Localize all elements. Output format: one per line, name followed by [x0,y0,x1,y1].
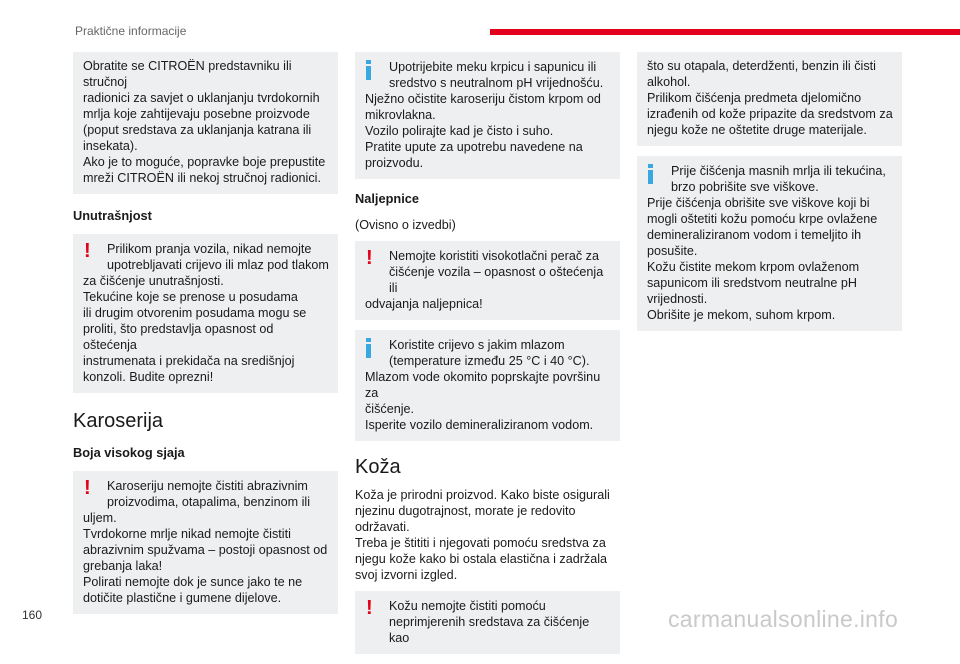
text-line: njegu kože ne oštetite druge materijale. [647,123,867,137]
text-line: Vozilo polirajte kad je čisto i suho. [365,124,554,138]
info-box-cloth [355,52,620,179]
text-line: Obrišite je mekom, suhom krpom. [647,308,836,322]
text-line: Koža je prirodni proizvod. Kako biste osigurali [355,488,610,502]
text-line: njegu kože kako bi ostala elastična i zadržala [355,552,608,566]
text-line: čišćenje. [365,402,414,416]
warning-exclamation-icon: ! [366,597,373,619]
warning-box-leather-continued [637,52,902,146]
text-line: Koristite crijevo s jakim mlazom [389,338,565,352]
text-line: Treba je štititi i njegovati pomoću sredstva za [355,536,606,550]
info-box-grease [637,156,902,331]
text-line: mreži CITROËN ili nekoj stručnoj radionici. [83,171,321,185]
text-line: grebanja laka! [83,559,163,573]
info-icon [366,60,372,80]
text-line: (poput sredstava za uklanjanja katrana ili [83,123,312,137]
text-line: izrađenih od kože pripazite da sredstvom za [647,107,893,121]
text-line: alkohol. [647,75,691,89]
text-line: insekata). [83,139,138,153]
text-line: odvajanja naljepnica! [365,297,483,311]
text-line: Isperite vozilo demineraliziranom vodom. [365,418,594,432]
text-line: svoj izvorni izgled. [355,568,458,582]
text-line: Tekućine koje se prenose u posudama [83,290,298,304]
info-box-hose [355,330,620,441]
warning-box-paint [73,471,338,614]
heading-naljepnice: Naljepnice [355,191,420,206]
text-line: za čišćenje unutrašnjosti. [83,274,224,288]
heading-boja-visokog-sjaja: Boja visokog sjaja [73,445,185,460]
text-line: Mlazom vode okomito poprskajte površinu za [365,370,601,400]
column-1 [73,52,338,624]
text-line: Nemojte koristiti visokotlačni perač za [389,249,599,263]
paragraph-koza [355,487,620,583]
text-line: Prilikom čišćenja predmeta djelomično [647,91,862,105]
column-2 [355,52,620,664]
text-line: čišćenje vozila – opasnost o oštećenja ili [389,265,604,295]
text-line: konzoli. Budite oprezni! [83,370,214,384]
text-line: upotrebljavati crijevo ili mlaz pod tlakom [107,258,329,272]
page-header-title: Praktične informacije [75,24,187,38]
warning-box-leather [355,591,620,654]
text-line: instrumenata i prekidača na središnjoj [83,354,295,368]
warning-box-stickers [355,241,620,320]
text-line: Upotrijebite meku krpicu i sapunicu ili [389,60,597,74]
note-box-stains [73,52,338,194]
text-line: proizvodima, otapalima, benzinom ili [107,495,310,509]
text-line: mrlja koje zahtijevaju posebne proizvode [83,107,310,121]
text-line: demineraliziranom vodom i temeljito ih [647,228,862,242]
text-line: Tvrdokorne mrlje nikad nemojte čistiti [83,527,291,541]
text-line: održavati. [355,520,410,534]
heading-unutrasnjost: Unutrašnjost [73,208,152,223]
heading-karoserija: Karoserija [73,410,164,432]
text-line: abrazivnim spužvama – postoji opasnost od [83,543,328,557]
warning-exclamation-icon: ! [84,477,91,499]
heading-koza: Koža [355,456,401,478]
warning-exclamation-icon: ! [84,240,91,262]
warning-box-interior [73,234,338,393]
text-line: Karoseriju nemojte čistiti abrazivnim [107,479,308,493]
page-number: 160 [22,608,43,622]
text-line: Obratite se CITROËN predstavniku ili stručnoj [83,59,292,89]
info-icon [648,164,654,184]
column-3 [637,52,902,341]
text-line: neprimjerenih sredstava za čišćenje kao [389,615,590,645]
text-line: sapunicom ili sredstvom neutralne pH [647,276,857,290]
text-line: Prije čišćenja obrišite sve viškove koji bi [647,196,870,210]
text-line: proliti, što predstavlja opasnost od oštećenja [83,322,274,352]
text-line: uljem. [83,511,117,525]
watermark: carmanualsonline.info [668,606,899,632]
text-line: Ako je to moguće, popravke boje prepustite [83,155,326,169]
warning-exclamation-icon: ! [366,247,373,269]
text-line: mikrovlakna. [365,108,436,122]
text-line: proizvodu. [365,156,424,170]
text-line: Prije čišćenja masnih mrlja ili tekućina, [671,164,886,178]
text-line: Polirati nemojte dok je sunce jako te ne [83,575,303,589]
text-line: Prilikom pranja vozila, nikad nemojte [107,242,312,256]
text-line: mogli oštetiti kožu pomoću krpe ovlažene [647,212,878,226]
text-line: ili drugim otvorenim posudama mogu se [83,306,307,320]
text-line: (temperature između 25 °C i 40 °C). [389,354,590,368]
text-line: posušite. [647,244,698,258]
text-line: njezinu dugotrajnost, morate je redovito [355,504,576,518]
text-line: sredstvo s neutralnom pH vrijednošću. [389,76,604,90]
header-accent-bar [490,29,960,35]
text-line: vrijednosti. [647,292,708,306]
text-line: Kožu čistite mekom krpom ovlaženom [647,260,860,274]
paragraph-ovisno: (Ovisno o izvedbi) [355,218,456,232]
text-line: Kožu nemojte čistiti pomoću [389,599,546,613]
text-line: radionici za savjet o uklanjanju tvrdokornih [83,91,320,105]
text-line: što su otapala, deterdženti, benzin ili čisti [647,59,876,73]
text-line: Pratite upute za upotrebu navedene na [365,140,583,154]
text-line: dotičite plastične i gumene dijelove. [83,591,282,605]
info-icon [366,338,372,358]
text-line: brzo pobrišite sve viškove. [671,180,819,194]
text-line: Nježno očistite karoseriju čistom krpom od [365,92,601,106]
